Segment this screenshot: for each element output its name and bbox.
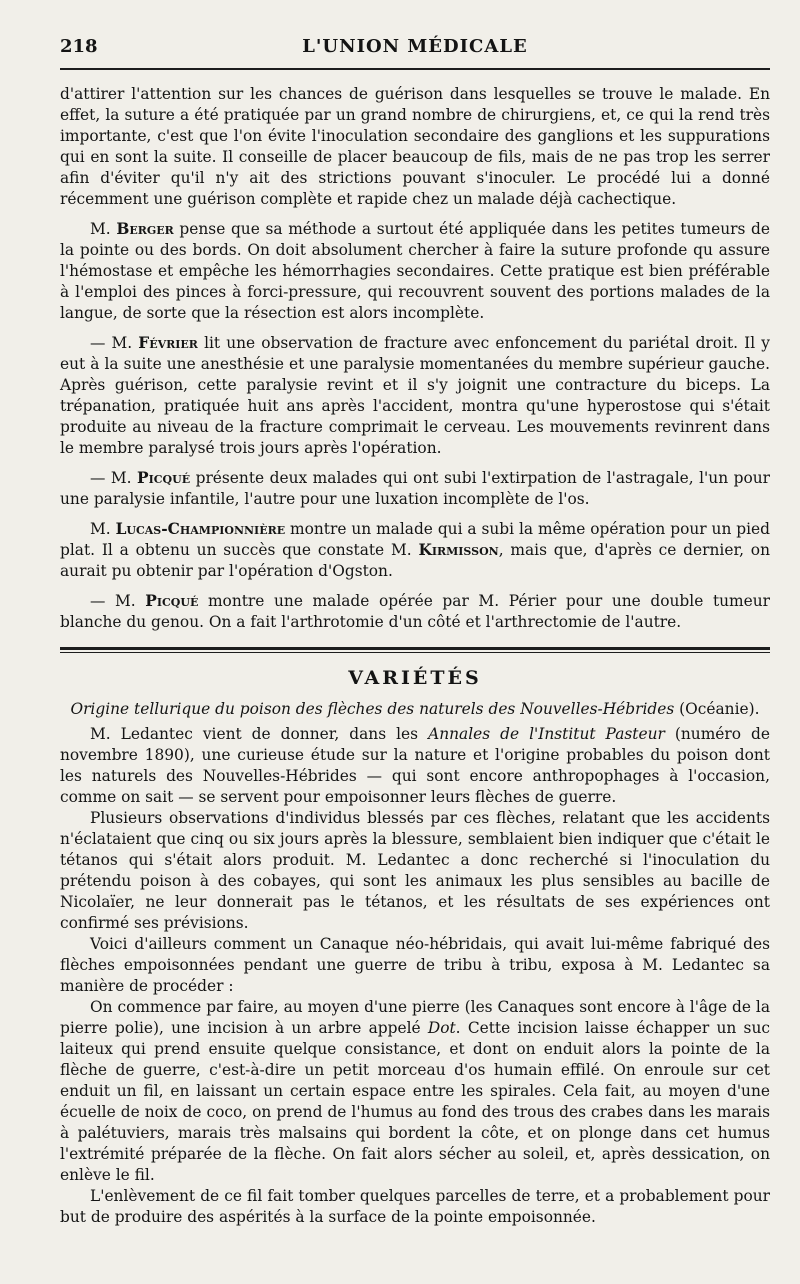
- paragraph-observations: Plusieurs observations d'individus blessés par ces flèches, relatant que les accidents n'éclataient que cinq ou six jours après la blessure, semblaient bien indiquer que c'était le tétanos qui s'était alors produit. M. Ledantec a donc recherché si l'inoculation du prétendu poison à des cobayes, qui sont les animaux les plus sensibles au bacille de Nicolaïer, ne leur donnerait pas le tétanos, et les résultats de ses expériences ont confirmé ses prévisions.: [60, 809, 770, 932]
- speaker-name: Berger: [116, 220, 174, 238]
- section-title: VARIÉTÉS: [348, 667, 482, 689]
- paragraph-continuation: d'attirer l'attention sur les chances de guérison dans lesquelles se trouve le malade. En effet, la suture a été pratiquée par un grand nombre de chirurgiens, et, ce qui la rend très importante, c'est que l'on évite l'inoculation secondaire des ganglions et les suppurations qui en sont la suite. Il conseille de placer beaucoup de fils, mais de ne pas trop les serrer afin d'éviter qu'il n'y ait des strictions pouvant s'inoculer. Le procédé lui a donné récemment une guérison complète et rapide chez un malade déjà cachectique.: [60, 85, 770, 208]
- section-divider: [60, 647, 770, 653]
- speaker-name: Kirmisson: [418, 541, 499, 559]
- paragraph-picque-1: — M. Picqué présente deux malades qui ont subi l'extirpation de l'astragale, l'un pour une paralysie infantile, l'autre pour une luxation incomplète de l'os.: [60, 469, 770, 508]
- journal-citation: Annales de l'Institut Pasteur: [428, 725, 665, 743]
- speaker-name: Février: [138, 334, 198, 352]
- paragraph-berger: M. Berger pense que sa méthode a surtout été appliquée dans les petites tumeurs de la pointe ou des bords. On doit absolument chercher à faire la suture profonde qu assure l'hémostase et empêche les hémorrhagies secondaires. Cette pratique est bien préférable à l'emploi des pinces à forci-pressure, qui recouvrent souvent des portions malades de la langue, de sorte que la résection est alors incomplète.: [60, 220, 771, 322]
- paragraph-picque-2: — M. Picqué montre une malade opérée par M. Périer pour une double tumeur blanche du genou. On a fait l'arthrotomie d'un côté et l'arthrectomie de l'autre.: [60, 592, 771, 631]
- speaker-name: Picqué: [137, 469, 191, 487]
- journal-title: L'UNION MÉDICALE: [302, 36, 528, 57]
- paragraph-canaque-intro: Voici d'ailleurs comment un Canaque néo-hébridais, qui avait lui-même fabriqué des flèches empoisonnées pendant une guerre de tribu à tribu, exposa à M. Ledantec sa manière de procéder :: [60, 935, 770, 995]
- article-subtitle: Origine tellurique du poison des flèches des naturels des Nouvelles-Hébrides (Océanie).: [70, 700, 760, 718]
- page-number: 218: [60, 36, 98, 57]
- paragraph-ledantec: M. Ledantec vient de donner, dans les Annales de l'Institut Pasteur (numéro de novembre 1890), une curieuse étude sur la nature et l'origine probables du poison dont les naturels des Nouvelles-Hébrides — qui sont encore anthropophages à l'occasion, comme on sait — se servent pour empoisonner leurs flèches de guerre.: [60, 725, 770, 806]
- speaker-name: Picqué: [145, 592, 199, 610]
- header-rule: [60, 68, 770, 70]
- paragraph-procedure: On commence par faire, au moyen d'une pierre (les Canaques sont encore à l'âge de la pierre polie), une incision à un arbre appelé Dot. Cette incision laisse échapper un suc laiteux qui prend ensuite quelque consistance, et dont on enduit alors la pointe de la flèche de guerre, c'est-à-dire un petit morceau d'os humain effilé. On enroule sur cet enduit un fil, en laissant un certain espace entre les spirales. Cela fait, au moyen d'une écuelle de noix de coco, on prend de l'humus au fond des trous des crabes dans les marais à palétuviers, marais très malsains qui bordent la côte, et on plonge dans cet humus l'extrémité préparée de la flèche. On fait alors sécher au soleil, et, après dessication, on enlève le fil.: [60, 998, 770, 1184]
- speaker-name: Lucas-Championnière: [115, 520, 286, 538]
- page-header: [60, 32, 770, 68]
- paragraph-final: L'enlèvement de ce fil fait tomber quelques parcelles de terre, et a probablement pour but de produire des aspérités à la surface de la pointe empoisonnée.: [60, 1187, 770, 1226]
- paragraph-fevrier: — M. Février lit une observation de fracture avec enfoncement du pariétal droit. Il y eut à la suite une anesthésie et une paralysie momentanées du membre supérieur gauche. Après guérison, cette paralysie revint et il s'y joignit une contracture du biceps. La trépanation, pratiquée huit ans après l'accident, montra qu'une hyperostose qui s'était produite au niveau de la fracture comprimait le cerveau. Les mouvements revinrent dans le membre paralysé trois jours après l'opération.: [60, 334, 770, 457]
- tree-name: Dot: [427, 1019, 456, 1037]
- paragraph-lucas: M. Lucas-Championnière montre un malade qui a subi la même opération pour un pied plat. Il a obtenu un succès que constate M. Kirmisson, mais que, d'après ce dernier, on aurait pu obtenir par l'opération d'Ogston.: [60, 520, 770, 580]
